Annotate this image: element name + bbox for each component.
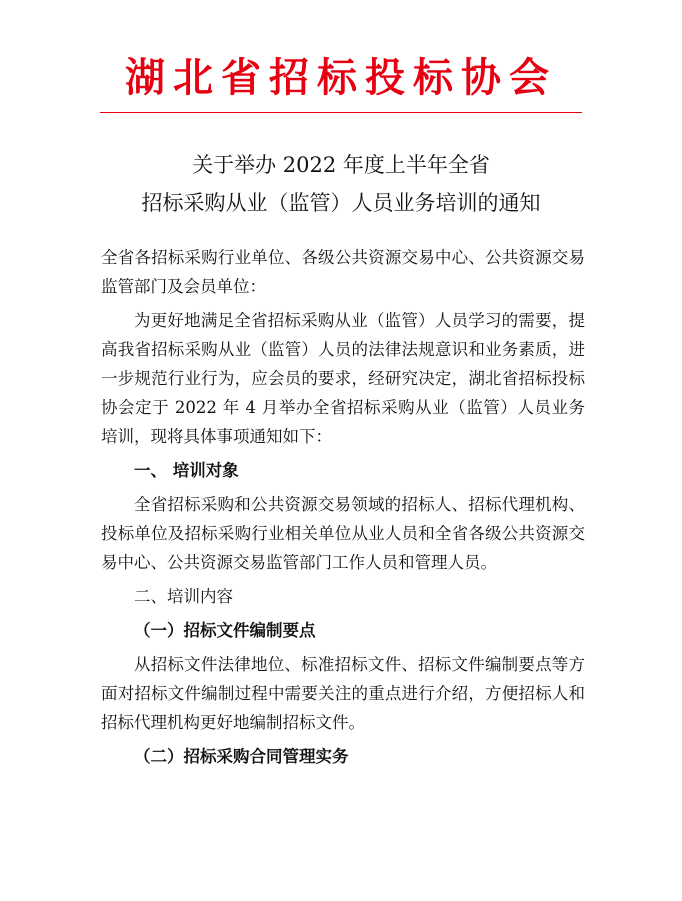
notice-title-line-2: 招标采购从业（监管）人员业务培训的通知 <box>141 191 541 215</box>
letterhead-red-rule <box>100 112 582 113</box>
salutation: 全省各招标采购行业单位、各级公共资源交易中心、公共资源交易监管部门及会员单位： <box>101 248 585 296</box>
section-2-heading: 二、培训内容 <box>134 587 233 606</box>
section-1-heading: 一、 培训对象 <box>134 461 239 480</box>
subsection-1-heading: （一）招标文件编制要点 <box>134 621 316 640</box>
intro-paragraph: 为更好地满足全省招标采购从业（监管）人员学习的需要，提高我省招标采购从业（监管）人员的法律法规意识和业务素质，进一步规范行业行为，应会员的要求，经研究决定，湖北省招标投标协会定于 2022 年 4 月举办全省招标采购从业（监管）人员业务培训，现将具体事项通知如下： <box>101 311 585 446</box>
notice-body <box>101 243 585 776</box>
section-1-paragraph: 全省招标采购和公共资源交易领域的招标人、招标代理机构、投标单位及招标采购行业相关单位从业人员和全省各级公共资源交易中心、公共资源交易监管部门工作人员和管理人员。 <box>101 495 585 572</box>
subsection-2-heading: （二）招标采购合同管理实务 <box>134 747 349 766</box>
notice-title-line-1: 关于举办 2022 年度上半年全省 <box>192 153 490 177</box>
letterhead-title: 湖北省招标投标协会 <box>125 55 557 101</box>
subsection-1-paragraph: 从招标文件法律地位、标准招标文件、招标文件编制要点等方面对招标文件编制过程中需要关注的重点进行介绍，方便招标人和招标代理机构更好地编制招标文件。 <box>101 655 585 732</box>
